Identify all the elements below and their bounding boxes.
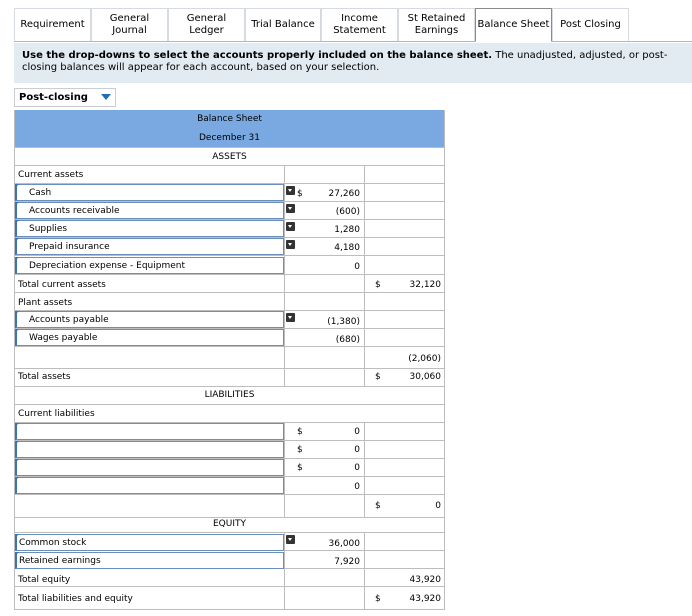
tab-trial-balance[interactable]: Trial Balance: [245, 8, 321, 41]
liability-account-select[interactable]: [15, 477, 284, 494]
current-liabilities-label: Current liabilities: [18, 409, 95, 419]
total-equity-value: 43,920: [409, 575, 441, 585]
dollar-sign: $: [297, 427, 303, 437]
balance-type-select[interactable]: [14, 88, 116, 107]
total-liabilities-value: 0: [435, 501, 441, 511]
total-assets-label: Total assets: [18, 372, 71, 382]
dollar-sign: $: [375, 501, 381, 511]
instructions-bold: Use the drop-downs to select the accounts properly included on the balance sheet.: [22, 50, 493, 61]
dollar-sign: $: [297, 445, 303, 455]
account-select-supplies[interactable]: [15, 220, 284, 237]
plant-assets-total: (2,060): [408, 354, 441, 364]
total-current-assets-value: 32,120: [409, 280, 441, 290]
amount-depreciation-expense: 0: [354, 262, 360, 272]
dropdown-toggle-icon[interactable]: [286, 313, 295, 322]
liability-amount: 0: [354, 427, 360, 437]
account-name: Common stock: [19, 537, 87, 548]
account-select-accounts-receivable[interactable]: [15, 202, 284, 219]
dropdown-toggle-icon[interactable]: [286, 186, 295, 195]
tab-income-statement[interactable]: Income Statement: [321, 8, 398, 41]
total-liabilities-and-equity-value: 43,920: [409, 594, 441, 604]
tab-general-ledger[interactable]: General Ledger: [168, 8, 245, 41]
liability-account-select[interactable]: [15, 423, 284, 440]
account-select-common-stock[interactable]: [15, 534, 284, 551]
account-name: Depreciation expense - Equipment: [29, 260, 185, 271]
dollar-sign: $: [375, 594, 381, 604]
account-name: Accounts receivable: [29, 205, 120, 216]
plant-assets-label: Plant assets: [18, 298, 73, 308]
total-assets-value: 30,060: [409, 372, 441, 382]
account-select-depreciation-expense[interactable]: [15, 257, 284, 274]
tab-post-closing[interactable]: Post Closing: [552, 8, 629, 41]
account-name: Retained earnings: [19, 555, 101, 566]
liability-account-select[interactable]: [15, 441, 284, 458]
amount-cash: 27,260: [328, 189, 360, 199]
account-name: Cash: [29, 187, 52, 198]
tab-st-retained-earnings[interactable]: St Retained Earnings: [398, 8, 475, 41]
dropdown-toggle-icon[interactable]: [286, 535, 295, 544]
dollar-sign: $: [375, 280, 381, 290]
amount-common-stock: 36,000: [328, 539, 360, 549]
tab-requirement[interactable]: Requirement: [14, 8, 91, 41]
dollar-sign: $: [375, 372, 381, 382]
total-liabilities-and-equity-label: Total liabilities and equity: [18, 594, 133, 604]
chevron-down-icon: [101, 94, 111, 100]
instructions-text: The unadjusted, adjusted, or post-closing balances will appear for each account, based on your selection.: [22, 50, 668, 73]
liability-amount: 0: [354, 463, 360, 473]
dropdown-toggle-icon[interactable]: [286, 204, 295, 213]
total-current-assets-label: Total current assets: [18, 280, 106, 290]
tab-general-journal[interactable]: General Journal: [91, 8, 168, 41]
account-name: Accounts payable: [29, 314, 109, 325]
account-select-retained-earnings[interactable]: [15, 552, 284, 569]
tab-bar: [14, 8, 692, 42]
amount-wages-payable: (680): [335, 335, 360, 345]
amount-retained-earnings: 7,920: [334, 557, 360, 567]
account-select-wages-payable[interactable]: [15, 329, 284, 346]
account-name: Supplies: [29, 223, 68, 234]
dropdown-toggle-icon[interactable]: [286, 222, 295, 231]
account-select-accounts-payable[interactable]: [15, 311, 284, 328]
assets-heading: ASSETS: [212, 152, 247, 162]
sheet-title: Balance Sheet: [197, 114, 262, 124]
equity-heading: EQUITY: [212, 519, 246, 529]
dollar-sign: $: [297, 189, 303, 199]
dropdown-toggle-icon[interactable]: [286, 240, 295, 249]
liability-amount: 0: [354, 445, 360, 455]
amount-prepaid-insurance: 4,180: [334, 243, 360, 253]
balance-type-value: Post-closing: [19, 92, 88, 103]
instructions: [14, 43, 692, 83]
current-assets-label: Current assets: [18, 170, 84, 180]
account-select-cash[interactable]: [15, 184, 284, 201]
account-select-prepaid-insurance[interactable]: [15, 238, 284, 255]
amount-supplies: 1,280: [334, 225, 360, 235]
account-name: Prepaid insurance: [29, 241, 110, 252]
total-equity-label: Total equity: [18, 575, 71, 585]
dollar-sign: $: [297, 463, 303, 473]
liabilities-heading: LIABILITIES: [204, 390, 255, 400]
liability-amount: 0: [354, 482, 360, 492]
sheet-date: December 31: [199, 133, 260, 143]
amount-accounts-payable: (1,380): [327, 317, 360, 327]
account-name: Wages payable: [29, 332, 98, 343]
liability-account-select[interactable]: [15, 459, 284, 476]
amount-accounts-receivable: (600): [335, 207, 360, 217]
tab-balance-sheet[interactable]: Balance Sheet: [475, 8, 552, 42]
